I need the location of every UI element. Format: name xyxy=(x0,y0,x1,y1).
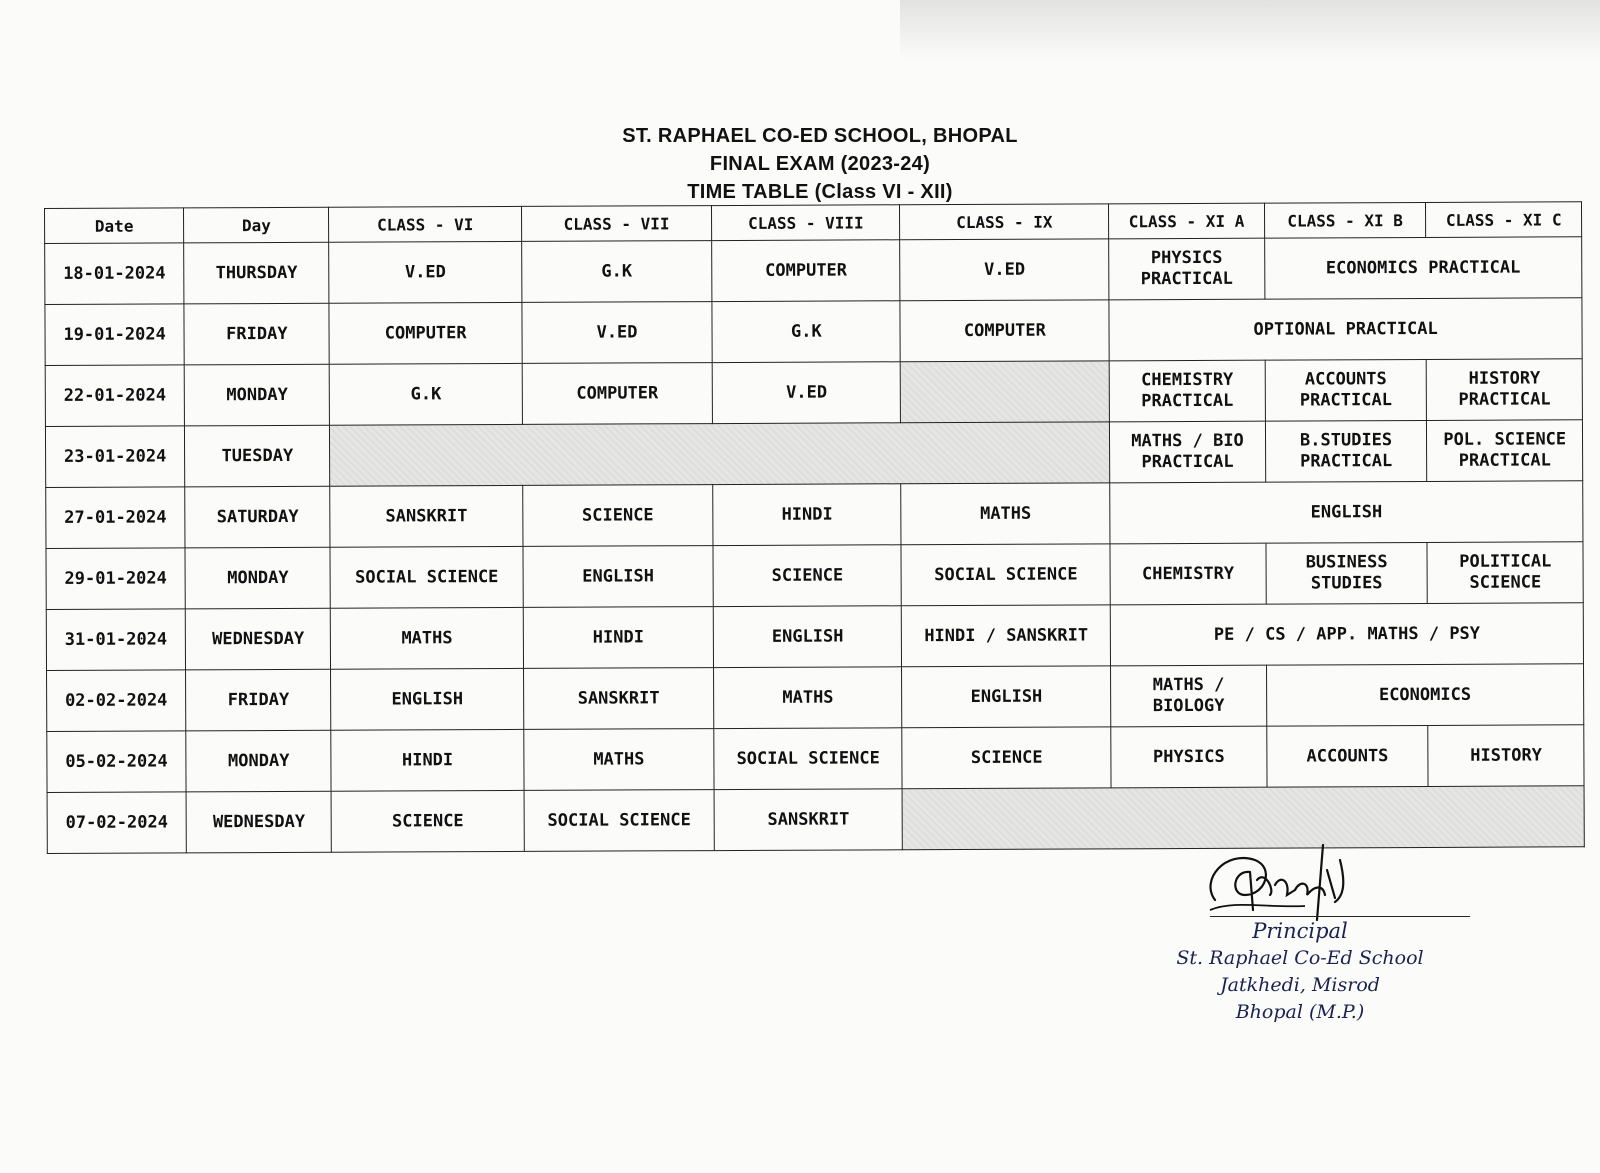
cell-date: 07-02-2024 xyxy=(47,792,186,854)
cell-class-vii: HINDI xyxy=(523,607,714,669)
cell-date: 18-01-2024 xyxy=(45,243,184,305)
cell-date: 23-01-2024 xyxy=(45,426,184,488)
cell-day: MONDAY xyxy=(184,364,330,426)
cell-class-xi-a: CHEMISTRY PRACTICAL xyxy=(1109,360,1265,422)
cell-class-viii: SANSKRIT xyxy=(714,789,903,851)
cell-class-viii: G.K xyxy=(712,301,901,363)
cell-class-vi: ENGLISH xyxy=(331,668,524,730)
cell-class-vi: G.K xyxy=(330,363,523,425)
cell-day: THURSDAY xyxy=(184,242,330,304)
col-header-class-ix: CLASS - IX xyxy=(900,204,1109,240)
table-row xyxy=(46,481,1583,549)
cell-class-xi-b: B.STUDIES PRACTICAL xyxy=(1265,420,1427,482)
school-name: ST. RAPHAEL CO-ED SCHOOL, BHOPAL xyxy=(622,125,1018,147)
stamp-school: St. Raphael Co-Ed School xyxy=(1176,947,1424,969)
cell-class-viii: V.ED xyxy=(712,362,901,424)
document-header xyxy=(20,122,1600,206)
cell-class-vi: COMPUTER xyxy=(329,302,522,364)
cell-class-ix: HINDI / SANSKRIT xyxy=(902,605,1111,667)
col-header-class-xi-a: CLASS - XI A xyxy=(1109,203,1265,239)
col-header-day: Day xyxy=(184,207,329,243)
cell-class-viii: COMPUTER xyxy=(712,240,901,302)
cell-day: MONDAY xyxy=(185,547,331,609)
cell-class-viii: HINDI xyxy=(713,484,902,546)
cell-day: FRIDAY xyxy=(184,303,330,365)
col-header-class-xi-c: CLASS - XI C xyxy=(1426,202,1582,238)
cell-class-ix: MATHS xyxy=(901,483,1110,545)
cell-class-viii: SOCIAL SCIENCE xyxy=(714,728,903,790)
table-row xyxy=(45,298,1582,366)
cell-class-vi: HINDI xyxy=(331,729,524,791)
cell-class-ix: ENGLISH xyxy=(902,666,1111,728)
cell-date: 02-02-2024 xyxy=(47,670,186,732)
cell-date: 05-02-2024 xyxy=(47,731,186,793)
cell-class-ix: SCIENCE xyxy=(902,727,1111,789)
cell-class-xi-c: HISTORY PRACTICAL xyxy=(1427,359,1583,421)
cell-class-vi: SANSKRIT xyxy=(330,485,523,547)
cell-day: MONDAY xyxy=(186,730,332,792)
cell-blank xyxy=(901,361,1110,423)
cell-class-xi-all: PE / CS / APP. MATHS / PSY xyxy=(1110,603,1583,666)
cell-class-ix: SOCIAL SCIENCE xyxy=(901,544,1110,606)
table-row xyxy=(46,542,1583,610)
cell-class-xi-a: PHYSICS PRACTICAL xyxy=(1109,238,1265,300)
stamp-locality: Jatkhedi, Misrod xyxy=(1220,974,1380,996)
cell-class-viii: ENGLISH xyxy=(713,606,902,668)
cell-class-vii: COMPUTER xyxy=(522,363,713,425)
cell-class-xi-b: BUSINESS STUDIES xyxy=(1266,542,1428,604)
exam-timetable xyxy=(44,201,1585,854)
cell-day: SATURDAY xyxy=(185,486,331,548)
cell-class-xi-a: MATHS / BIOLOGY xyxy=(1111,665,1267,727)
cell-class-xi-c: POL. SCIENCE PRACTICAL xyxy=(1427,420,1583,482)
cell-class-vi: MATHS xyxy=(331,607,524,669)
principal-stamp xyxy=(1150,918,1450,1026)
cell-date: 29-01-2024 xyxy=(46,548,185,610)
cell-day: WEDNESDAY xyxy=(186,791,332,853)
table-row xyxy=(47,664,1584,732)
col-header-class-vi: CLASS - VI xyxy=(329,206,522,242)
table-row xyxy=(47,725,1584,793)
signature-line xyxy=(1210,916,1470,917)
cell-class-xi-all: OPTIONAL PRACTICAL xyxy=(1109,298,1582,361)
cell-class-ix: V.ED xyxy=(900,239,1109,301)
cell-class-xi-b-c: ECONOMICS xyxy=(1266,664,1584,726)
signature-icon xyxy=(1195,840,1495,925)
col-header-class-viii: CLASS - VIII xyxy=(712,205,900,241)
table-row xyxy=(45,359,1582,427)
cell-date: 22-01-2024 xyxy=(45,365,184,427)
cell-date: 27-01-2024 xyxy=(46,487,185,549)
stamp-title: Principal xyxy=(1252,919,1348,943)
cell-date: 31-01-2024 xyxy=(46,609,185,671)
cell-class-xi-a: MATHS / BIO PRACTICAL xyxy=(1110,421,1266,483)
cell-class-xi-c: HISTORY xyxy=(1428,725,1584,787)
cell-class-viii: SCIENCE xyxy=(713,545,902,607)
cell-day: FRIDAY xyxy=(186,669,332,731)
cell-class-vii: ENGLISH xyxy=(523,546,714,608)
timetable-title: TIME TABLE (Class VI - XII) xyxy=(687,181,953,203)
cell-class-ix: COMPUTER xyxy=(900,300,1109,362)
cell-day: TUESDAY xyxy=(185,425,331,487)
exam-title: FINAL EXAM (2023-24) xyxy=(709,153,931,175)
col-header-class-vii: CLASS - VII xyxy=(521,206,711,242)
cell-day: WEDNESDAY xyxy=(185,608,331,670)
cell-class-xi-b: ACCOUNTS xyxy=(1266,725,1428,787)
cell-class-vii: V.ED xyxy=(522,302,713,364)
cell-class-viii: MATHS xyxy=(714,667,903,729)
cell-class-vii: SOCIAL SCIENCE xyxy=(524,790,715,852)
cell-class-xi-a: CHEMISTRY xyxy=(1110,543,1266,605)
cell-class-vi: V.ED xyxy=(329,241,522,303)
cell-class-xi-a: PHYSICS xyxy=(1111,726,1267,788)
cell-class-xi-all: ENGLISH xyxy=(1110,481,1583,544)
cell-blank xyxy=(330,422,1110,486)
cell-class-xi-b-c: ECONOMICS PRACTICAL xyxy=(1264,237,1582,299)
table-row xyxy=(46,603,1583,671)
cell-class-vi: SCIENCE xyxy=(332,790,525,852)
cell-class-vii: SCIENCE xyxy=(523,485,714,547)
cell-class-vii: MATHS xyxy=(524,729,715,791)
table-row xyxy=(45,237,1582,305)
col-header-date: Date xyxy=(45,208,184,244)
col-header-class-xi-b: CLASS - XI B xyxy=(1264,202,1426,238)
cell-class-vii: SANSKRIT xyxy=(523,668,714,730)
cell-date: 19-01-2024 xyxy=(45,304,184,366)
cell-class-vii: G.K xyxy=(521,241,712,303)
cell-class-xi-b: ACCOUNTS PRACTICAL xyxy=(1265,359,1427,421)
stamp-city: Bhopal (M.P.) xyxy=(1235,1001,1365,1023)
cell-class-vi: SOCIAL SCIENCE xyxy=(330,546,523,608)
table-row xyxy=(45,420,1582,488)
scan-shadow xyxy=(900,0,1600,60)
cell-class-xi-c: POLITICAL SCIENCE xyxy=(1427,542,1583,604)
